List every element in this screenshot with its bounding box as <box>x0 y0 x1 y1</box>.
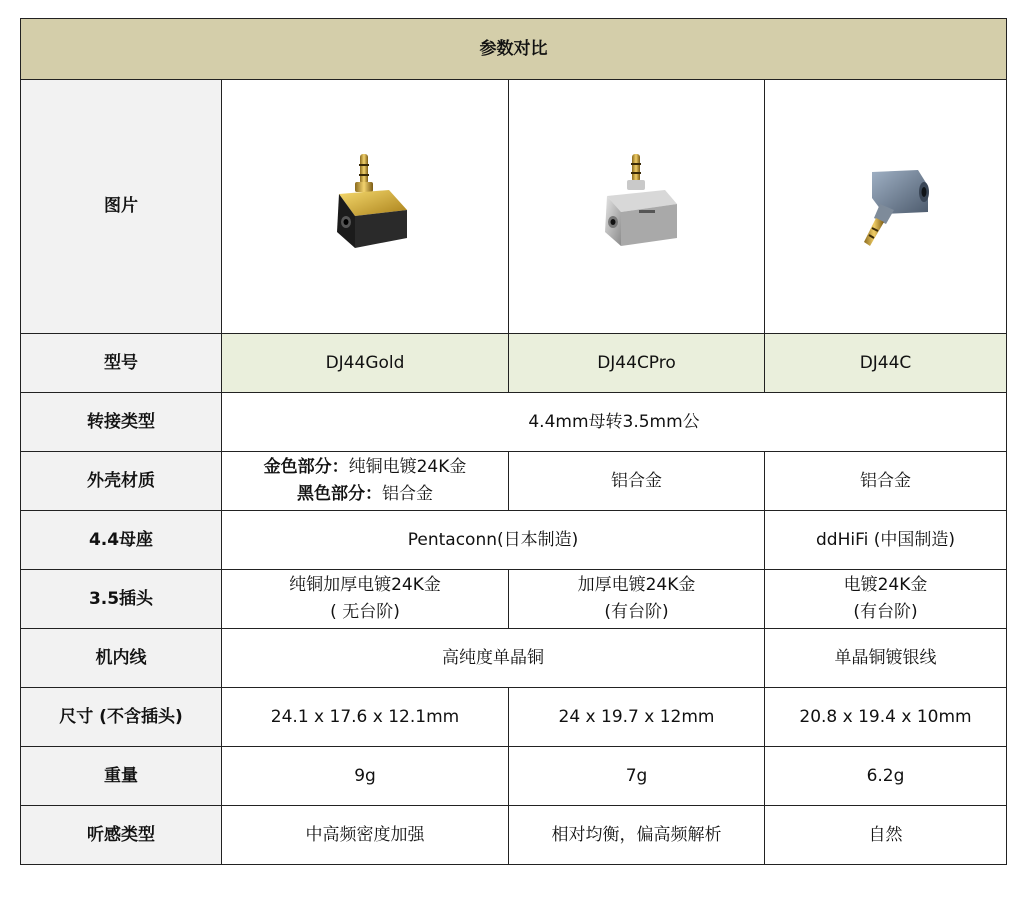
socket-row <box>21 511 1007 570</box>
adapter-type-value: 4.4mm母转3.5mm公 <box>222 393 1007 452</box>
wire-gold-pro: 高纯度单晶铜 <box>222 629 765 688</box>
shell-black-value: 铝合金 <box>382 484 433 504</box>
row-label-model: 型号 <box>21 334 222 393</box>
shell-dj44cpro: 铝合金 <box>509 452 765 511</box>
plug-dj44gold <box>222 570 509 629</box>
product-image-dj44gold <box>222 80 509 334</box>
row-label-weight: 重量 <box>21 747 222 806</box>
row-label-shell: 外壳材质 <box>21 452 222 511</box>
adapter-type-row <box>21 393 1007 452</box>
plug-c-line2: (有台阶) <box>853 602 918 622</box>
row-label-size: 尺寸 (不含插头) <box>21 688 222 747</box>
weight-dj44c: 6.2g <box>765 747 1007 806</box>
blue-gray-adapter-icon <box>836 152 936 262</box>
product-image-dj44c <box>765 80 1007 334</box>
row-label-wire: 机内线 <box>21 629 222 688</box>
wire-dj44c: 单晶铜镀银线 <box>765 629 1007 688</box>
weight-dj44cpro: 7g <box>509 747 765 806</box>
size-dj44cpro: 24 x 19.7 x 12mm <box>509 688 765 747</box>
row-label-sound: 听感类型 <box>21 806 222 865</box>
plug-dj44c <box>765 570 1007 629</box>
plug-pro-line2: (有台阶) <box>604 602 669 622</box>
table-title: 参数对比 <box>21 19 1007 80</box>
socket-dj44c: ddHiFi (中国制造) <box>765 511 1007 570</box>
row-label-adapter-type: 转接类型 <box>21 393 222 452</box>
shell-gold-label: 金色部分： <box>263 457 349 477</box>
shell-dj44gold <box>222 452 509 511</box>
shell-black-line <box>226 481 504 508</box>
row-label-image: 图片 <box>21 80 222 334</box>
size-row <box>21 688 1007 747</box>
shell-black-label: 黑色部分： <box>297 484 382 504</box>
product-image-dj44cpro <box>509 80 765 334</box>
sound-row <box>21 806 1007 865</box>
sound-dj44c: 自然 <box>765 806 1007 865</box>
shell-row <box>21 452 1007 511</box>
size-dj44c: 20.8 x 19.4 x 10mm <box>765 688 1007 747</box>
size-dj44gold: 24.1 x 17.6 x 12.1mm <box>222 688 509 747</box>
comparison-table <box>20 18 1007 865</box>
socket-gold-pro: Pentaconn(日本制造) <box>222 511 765 570</box>
plug-dj44cpro <box>509 570 765 629</box>
model-row <box>21 334 1007 393</box>
wire-row <box>21 629 1007 688</box>
plug-pro-line1: 加厚电镀24K金 <box>577 575 696 595</box>
model-dj44c: DJ44C <box>765 334 1007 393</box>
plug-row <box>21 570 1007 629</box>
model-dj44cpro: DJ44CPro <box>509 334 765 393</box>
image-row <box>21 80 1007 334</box>
title-row <box>21 19 1007 80</box>
gold-black-adapter-icon <box>315 152 415 262</box>
shell-gold-value: 纯铜电镀24K金 <box>348 457 467 477</box>
silver-adapter-icon <box>587 152 687 262</box>
model-dj44gold: DJ44Gold <box>222 334 509 393</box>
plug-gold-line2: ( 无台阶) <box>330 602 400 622</box>
plug-c-line1: 电镀24K金 <box>843 575 928 595</box>
sound-dj44cpro: 相对均衡，偏高频解析 <box>509 806 765 865</box>
shell-dj44c: 铝合金 <box>765 452 1007 511</box>
row-label-socket: 4.4母座 <box>21 511 222 570</box>
weight-dj44gold: 9g <box>222 747 509 806</box>
plug-gold-line1: 纯铜加厚电镀24K金 <box>289 575 441 595</box>
weight-row <box>21 747 1007 806</box>
shell-gold-line <box>226 454 504 481</box>
sound-dj44gold: 中高频密度加强 <box>222 806 509 865</box>
row-label-plug: 3.5插头 <box>21 570 222 629</box>
